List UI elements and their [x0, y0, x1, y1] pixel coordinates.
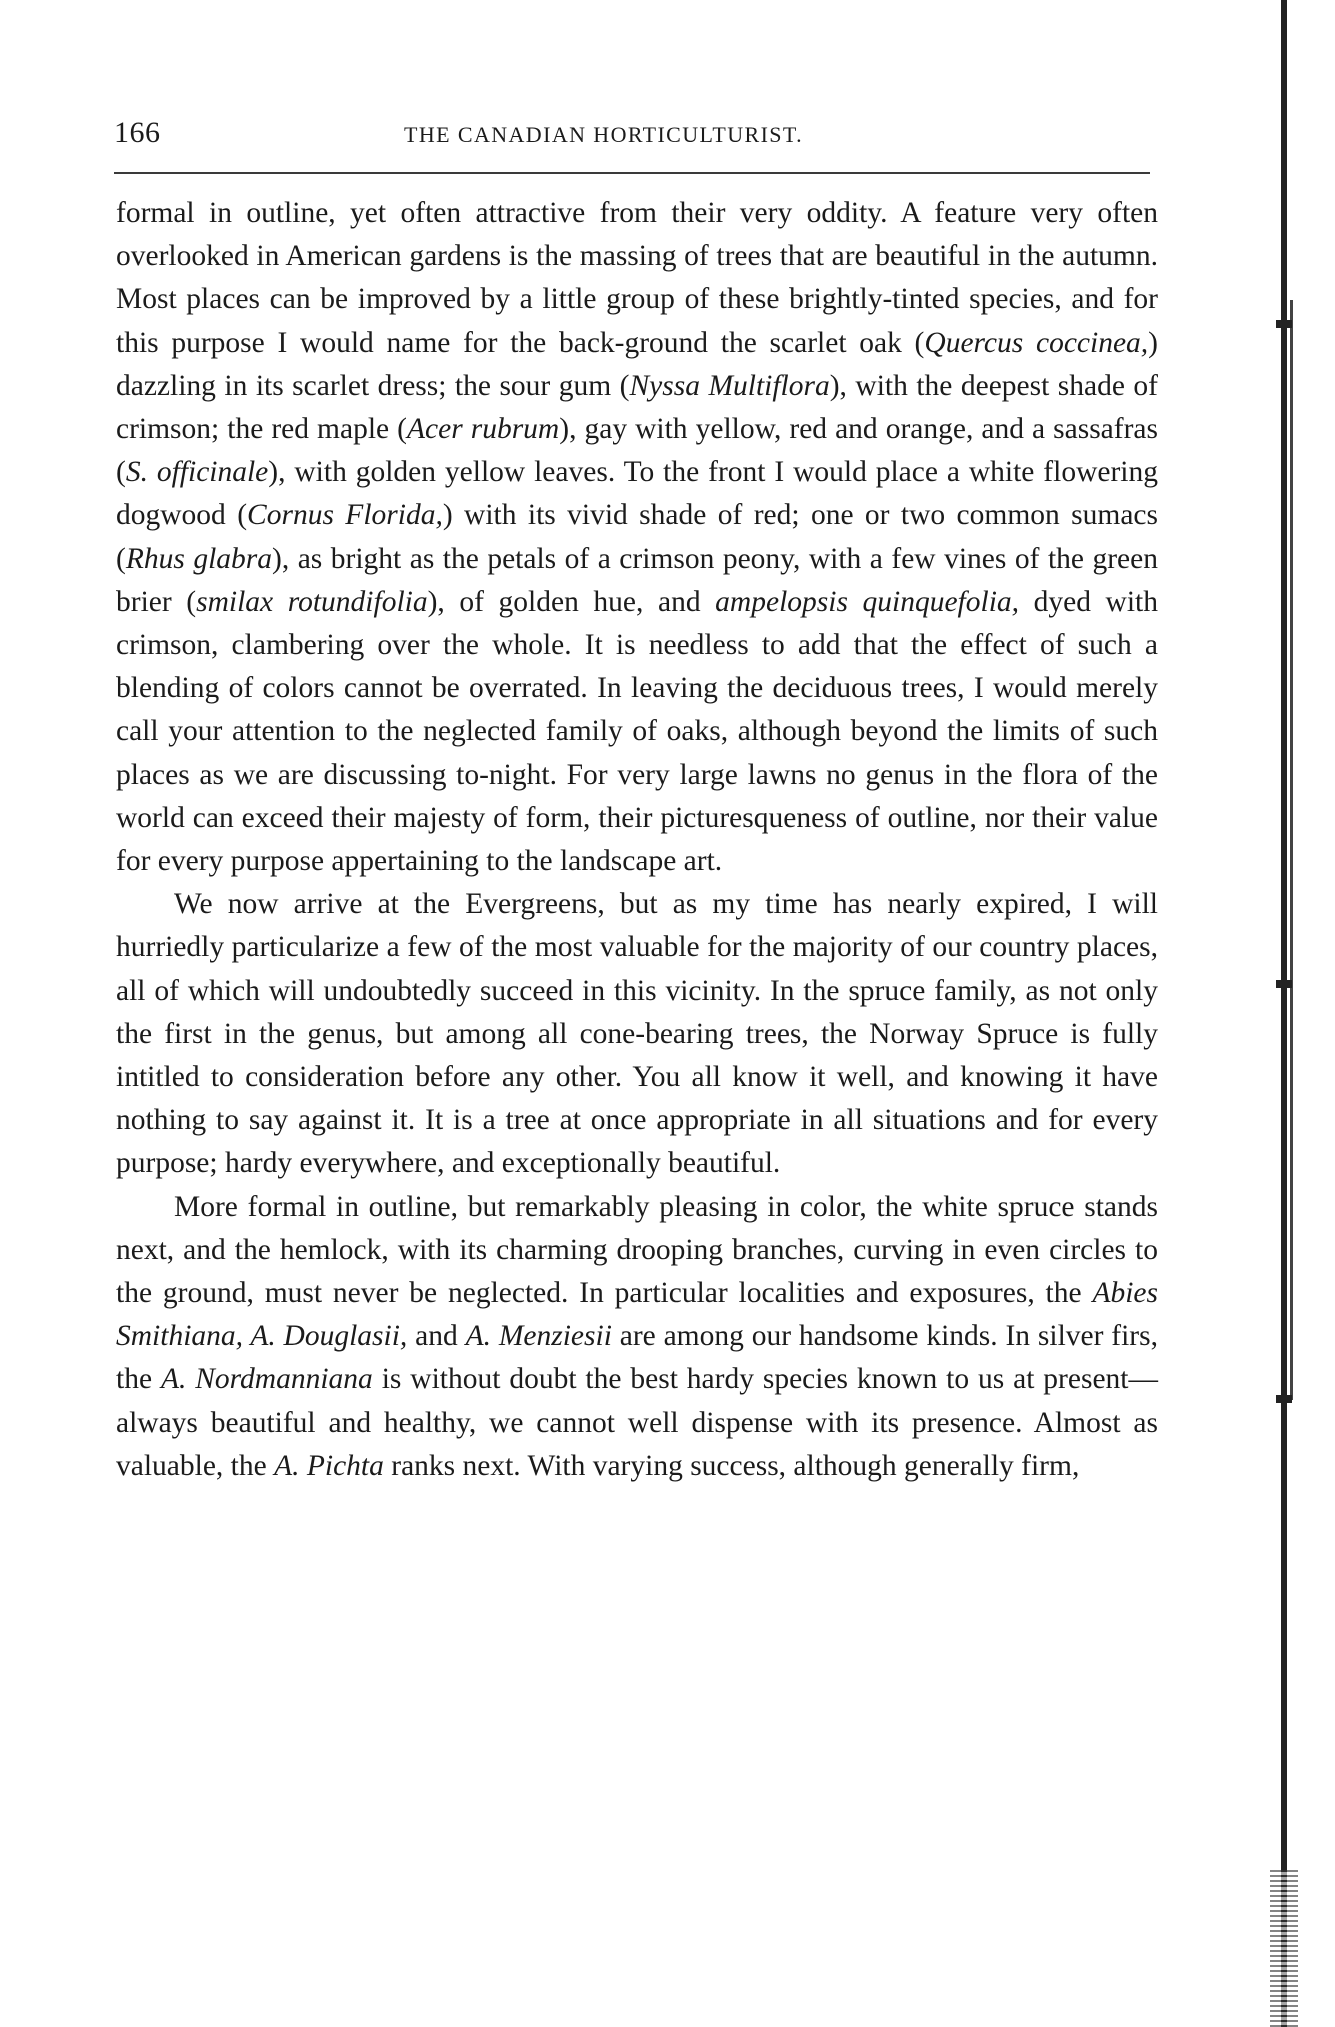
running-title: THE CANADIAN HORTICULTURIST. — [404, 122, 804, 147]
italic-term: Rhus glabra — [125, 542, 272, 575]
page-header — [114, 116, 1150, 156]
italic-term: smilax rotundifolia — [196, 585, 428, 618]
binding-mark — [1276, 1395, 1292, 1403]
header-rule — [114, 172, 1150, 174]
italic-term: A. Pichta — [274, 1449, 384, 1482]
text-run: ) dazzling in its scarlet dress; the sour gum ( — [116, 326, 1158, 402]
italic-term: Nyssa Multiflora — [629, 369, 830, 402]
binding-mark — [1276, 980, 1292, 988]
text-run: dyed with crimson, clambering over the whole. It is needless to add that the effect of such a blending of colors cannot be overrated. In leaving the deciduous trees, I would merely call your attention to the neglected family of oaks, although beyond the limits of such places as we are discussing to-night. For very large lawns no genus in the flora of the world can exceed their majesty of form, their picturesqueness of outline, nor their value for every purpose appertaining to the landscape art. — [116, 585, 1158, 878]
italic-term: A. Menziesii — [465, 1320, 612, 1353]
text-run: formal in outline, yet often attractive from their very oddity. A feature very often overlooked in American gardens is the massing of trees that are beautiful in the autumn. Most places can be improved by a little group of these brightly-tinted species, and for this purpose I would name for the back-ground the scarlet oak ( — [116, 197, 1158, 359]
italic-term: Abies Smithiana, A. Douglasii, — [116, 1277, 1158, 1353]
binding-edge-shadow — [1290, 300, 1293, 1400]
text-run: are among our handsome kinds. In silver firs, the — [116, 1320, 1158, 1396]
italic-term: Cornus Florida, — [247, 499, 443, 532]
text-run: and — [407, 1320, 466, 1353]
binding-edge-texture — [1270, 1870, 1298, 2027]
text-run: More formal in outline, but remarkably pleasing in color, the white spruce stands next, and the hemlock, with its charming drooping branches, curving in even circles to the ground, must never be neglected. In particular localities and exposures, the — [116, 1190, 1158, 1310]
italic-term: A. Nordmanniana — [160, 1363, 373, 1396]
binding-edge — [1281, 0, 1287, 2027]
italic-term: Quercus coccinea, — [924, 326, 1149, 359]
text-run: ), with the deepest shade of crimson; the red maple ( — [116, 369, 1159, 446]
paragraph-3 — [116, 1186, 1158, 1488]
italic-term: S. officinale — [125, 456, 269, 489]
text-run: ), gay with yellow, red and orange, and a sassafras ( — [116, 413, 1159, 489]
text-run: ), of golden hue, and — [427, 585, 716, 618]
text-run: ranks next. With varying success, although generally firm, — [383, 1449, 1080, 1482]
text-run: ), as bright as the petals of a crimson peony, with a few vines of the green brier ( — [116, 542, 1158, 618]
text-run: ) with its vivid shade of red; one or two common sumacs ( — [116, 499, 1158, 575]
text-run: is without doubt the best hardy species known to us at present—always beautiful and healthy, we cannot well dispense with its presence. Almost as valuable, the — [116, 1363, 1158, 1482]
text-run: We now arrive at the Evergreens, but as my time has nearly expired, I will hurriedly particularize a few of the most valuable for the majority of our country places, all of which will undoubtedly succeed in this vicinity. In the spruce family, as not only the first in the genus, but among all cone-bearing trees, the Norway Spruce is fully intitled to consideration before any other. You all know it well, and knowing it have nothing to say against it. It is a tree at once appropriate in all situations and for every purpose; hardy everywhere, and exceptionally beautiful. — [116, 888, 1158, 1180]
italic-term: Acer rubrum — [407, 413, 560, 446]
paragraph-1 — [116, 192, 1158, 883]
italic-term: ampelopsis quinquefolia, — [715, 585, 1020, 618]
text-run: ), with golden yellow leaves. To the front I would place a white flowering dogwood ( — [116, 456, 1158, 532]
body-text — [116, 192, 1158, 1488]
binding-mark — [1276, 320, 1292, 328]
page-number: 166 — [114, 116, 161, 149]
paragraph-2 — [116, 883, 1158, 1185]
